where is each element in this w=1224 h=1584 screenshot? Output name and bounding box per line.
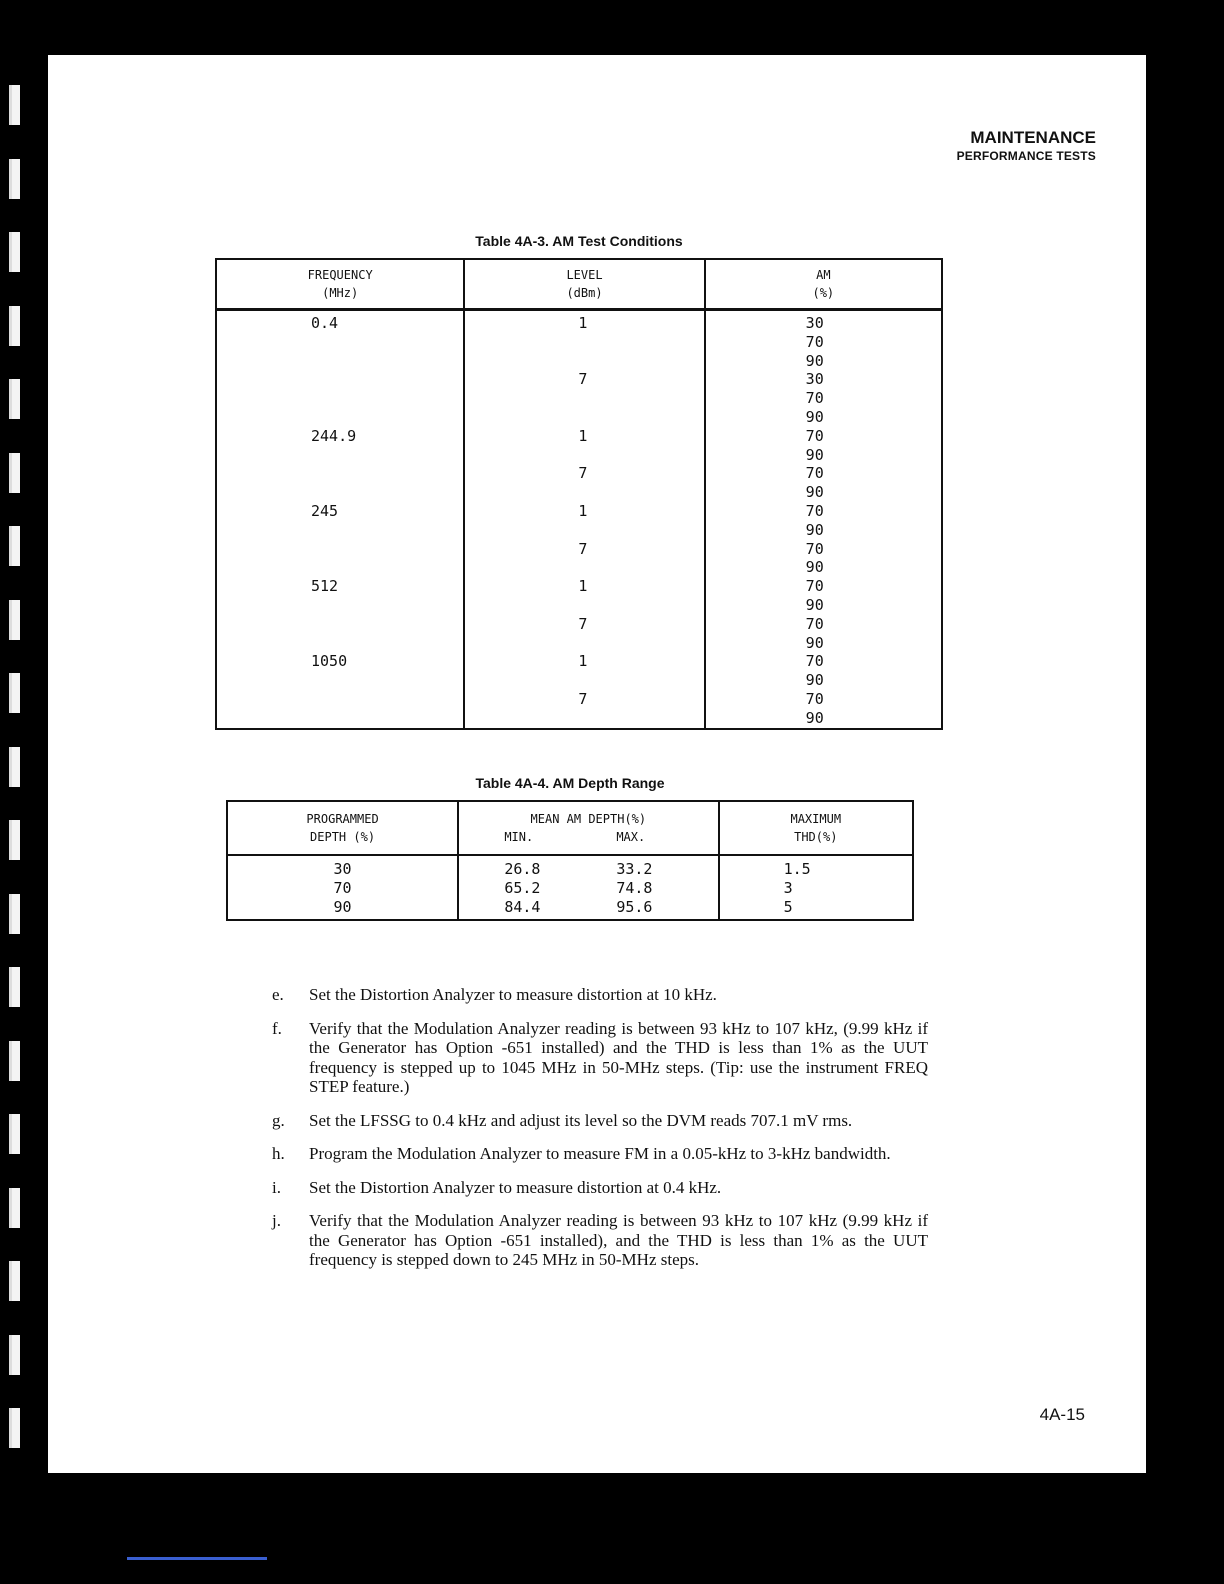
table-row <box>216 310 942 729</box>
section-subtitle: PERFORMANCE TESTS <box>956 149 1096 163</box>
table3-caption: Table 4A-3. AM Test Conditions <box>475 233 683 249</box>
binder-hole <box>9 1335 20 1375</box>
table4-header-row <box>227 801 913 855</box>
frequency-cell <box>311 464 462 483</box>
am-cell: 70 <box>805 426 824 445</box>
level-cell: 7 <box>578 614 588 633</box>
level-cell <box>578 352 702 371</box>
min-subheader: MIN. <box>504 830 534 844</box>
frequency-cell <box>311 446 462 465</box>
binder-hole <box>9 894 20 934</box>
level-cell <box>578 596 702 615</box>
am-cell: 90 <box>805 483 824 502</box>
am-cell: 70 <box>805 501 824 520</box>
table-row <box>227 855 913 920</box>
level-cell <box>578 671 702 690</box>
frequency-cell <box>311 370 462 389</box>
binder-hole <box>9 453 20 493</box>
frequency-cell <box>311 671 462 690</box>
frequency-cell <box>311 596 462 615</box>
binder-hole <box>9 1041 20 1081</box>
binder-hole <box>9 1114 20 1154</box>
frequency-cell: 512 <box>311 577 339 596</box>
level-cell: 1 <box>578 577 588 596</box>
procedure-steps <box>272 985 928 1284</box>
step-h: h. Program the Modulation Analyzer to measure FM in a 0.05-kHz to 3-kHz bandwidth. <box>272 1144 891 1163</box>
am-cell: 90 <box>805 595 824 614</box>
level-cell <box>578 558 702 577</box>
step-f: f. Verify that the Modulation Analyzer reading is between 93 kHz to 107 kHz, (9.99 kHz if the Generator has Option -651 installed) and the THD is less than 1% as the UUT frequency is stepped up to 1045 MHz in 50-MHz steps. (Tip: use the instrument FREQ STEP feature.) <box>272 1018 928 1096</box>
binder-hole <box>9 85 20 125</box>
step-g: g. Set the LFSSG to 0.4 kHz and adjust its level so the DVM reads 707.1 mV rms. <box>272 1110 853 1130</box>
am-cell: 70 <box>805 332 824 351</box>
am-cell: 90 <box>805 351 824 370</box>
page-number: 4A-15 <box>1039 1405 1085 1424</box>
am-cell: 70 <box>805 689 824 708</box>
binder-hole <box>9 232 20 272</box>
frequency-cell <box>311 709 462 728</box>
level-cell: 7 <box>578 539 588 558</box>
programmed-depth-header: PROGRAMMED DEPTH (%) <box>227 801 458 855</box>
level-cell: 1 <box>578 652 588 671</box>
binder-edge <box>0 0 48 1584</box>
thd-column: 1.5 3 5 <box>719 855 913 920</box>
frequency-header: FREQUENCY (MHz) <box>216 259 464 310</box>
level-cell <box>578 408 702 427</box>
frequency-cell <box>311 521 462 540</box>
am-header: AM (%) <box>705 259 942 310</box>
level-cell: 1 <box>578 426 588 445</box>
am-depth-range-table <box>226 800 914 921</box>
am-cell: 70 <box>805 389 824 408</box>
frequency-cell <box>311 615 462 634</box>
max-subheader: MAX. <box>616 830 646 844</box>
maximum-thd-header: MAXIMUM THD(%) <box>719 801 913 855</box>
binder-hole <box>9 306 20 346</box>
frequency-cell <box>311 352 462 371</box>
binder-hole <box>9 747 20 787</box>
level-cell <box>578 446 702 465</box>
scan-strip <box>127 1557 267 1560</box>
frequency-cell <box>311 333 462 352</box>
am-test-conditions-table <box>215 258 943 730</box>
am-cell: 30 <box>805 314 824 332</box>
am-cell: 90 <box>805 558 824 577</box>
binder-hole <box>9 820 20 860</box>
binder-hole <box>9 967 20 1007</box>
level-cell <box>578 709 702 728</box>
frequency-cell <box>311 408 462 427</box>
level-cell <box>578 521 702 540</box>
am-cell: 90 <box>805 671 824 690</box>
level-header: LEVEL (dBm) <box>464 259 704 310</box>
am-cell: 30 <box>805 370 824 389</box>
frequency-cell: 0.4 <box>311 314 339 332</box>
level-cell: 7 <box>578 689 588 708</box>
binder-hole <box>9 379 20 419</box>
am-cell: 70 <box>805 539 824 558</box>
frequency-cell: 1050 <box>311 652 348 671</box>
level-cell: 7 <box>578 464 588 483</box>
level-column <box>464 310 704 729</box>
frequency-cell: 244.9 <box>311 426 357 445</box>
binder-hole <box>9 1408 20 1448</box>
level-cell <box>578 389 702 408</box>
am-cell: 90 <box>805 445 824 464</box>
mean-depth-column: 26.8 33.2 65.2 74.8 84.4 95.6 <box>458 855 718 920</box>
mean-am-depth-header: MEAN AM DEPTH(%) MIN. MAX. <box>458 801 718 855</box>
am-cell: 90 <box>805 708 824 727</box>
am-cell: 90 <box>805 633 824 652</box>
am-column <box>705 310 942 729</box>
frequency-cell: 245 <box>311 501 339 520</box>
frequency-cell <box>311 690 462 709</box>
binder-hole <box>9 159 20 199</box>
table4-caption: Table 4A-4. AM Depth Range <box>475 775 665 791</box>
am-cell: 70 <box>805 614 824 633</box>
depth-column: 30 70 90 <box>227 855 458 920</box>
level-cell <box>578 483 702 502</box>
binder-hole <box>9 526 20 566</box>
level-cell: 7 <box>578 370 588 389</box>
frequency-cell <box>311 389 462 408</box>
am-cell: 90 <box>805 407 824 426</box>
frequency-cell <box>311 558 462 577</box>
frequency-column <box>216 310 464 729</box>
binder-hole <box>9 600 20 640</box>
section-title: MAINTENANCE <box>970 128 1096 147</box>
frequency-cell <box>311 634 462 653</box>
binder-hole <box>9 673 20 713</box>
am-cell: 90 <box>805 520 824 539</box>
am-cell: 70 <box>805 464 824 483</box>
am-cell: 70 <box>805 652 824 671</box>
binder-hole <box>9 1188 20 1228</box>
document-page <box>48 55 1146 1473</box>
level-cell: 1 <box>578 314 588 332</box>
table3-header-row <box>216 259 942 310</box>
step-j: j. Verify that the Modulation Analyzer reading is between 93 kHz to 107 kHz (9.99 kHz if the Generator has Option -651 installed), and the THD is less than 1% as the UUT frequency is stepped down to 245 MHz in 50-MHz steps. <box>272 1211 928 1269</box>
step-i: i. Set the Distortion Analyzer to measure distortion at 0.4 kHz. <box>272 1177 722 1197</box>
level-cell <box>578 333 702 352</box>
frequency-cell <box>311 540 462 559</box>
level-cell: 1 <box>578 501 588 520</box>
am-cell: 70 <box>805 577 824 596</box>
frequency-cell <box>311 483 462 502</box>
level-cell <box>578 634 702 653</box>
step-e: e. Set the Distortion Analyzer to measure distortion at 10 kHz. <box>272 985 717 1004</box>
binder-hole <box>9 1261 20 1301</box>
